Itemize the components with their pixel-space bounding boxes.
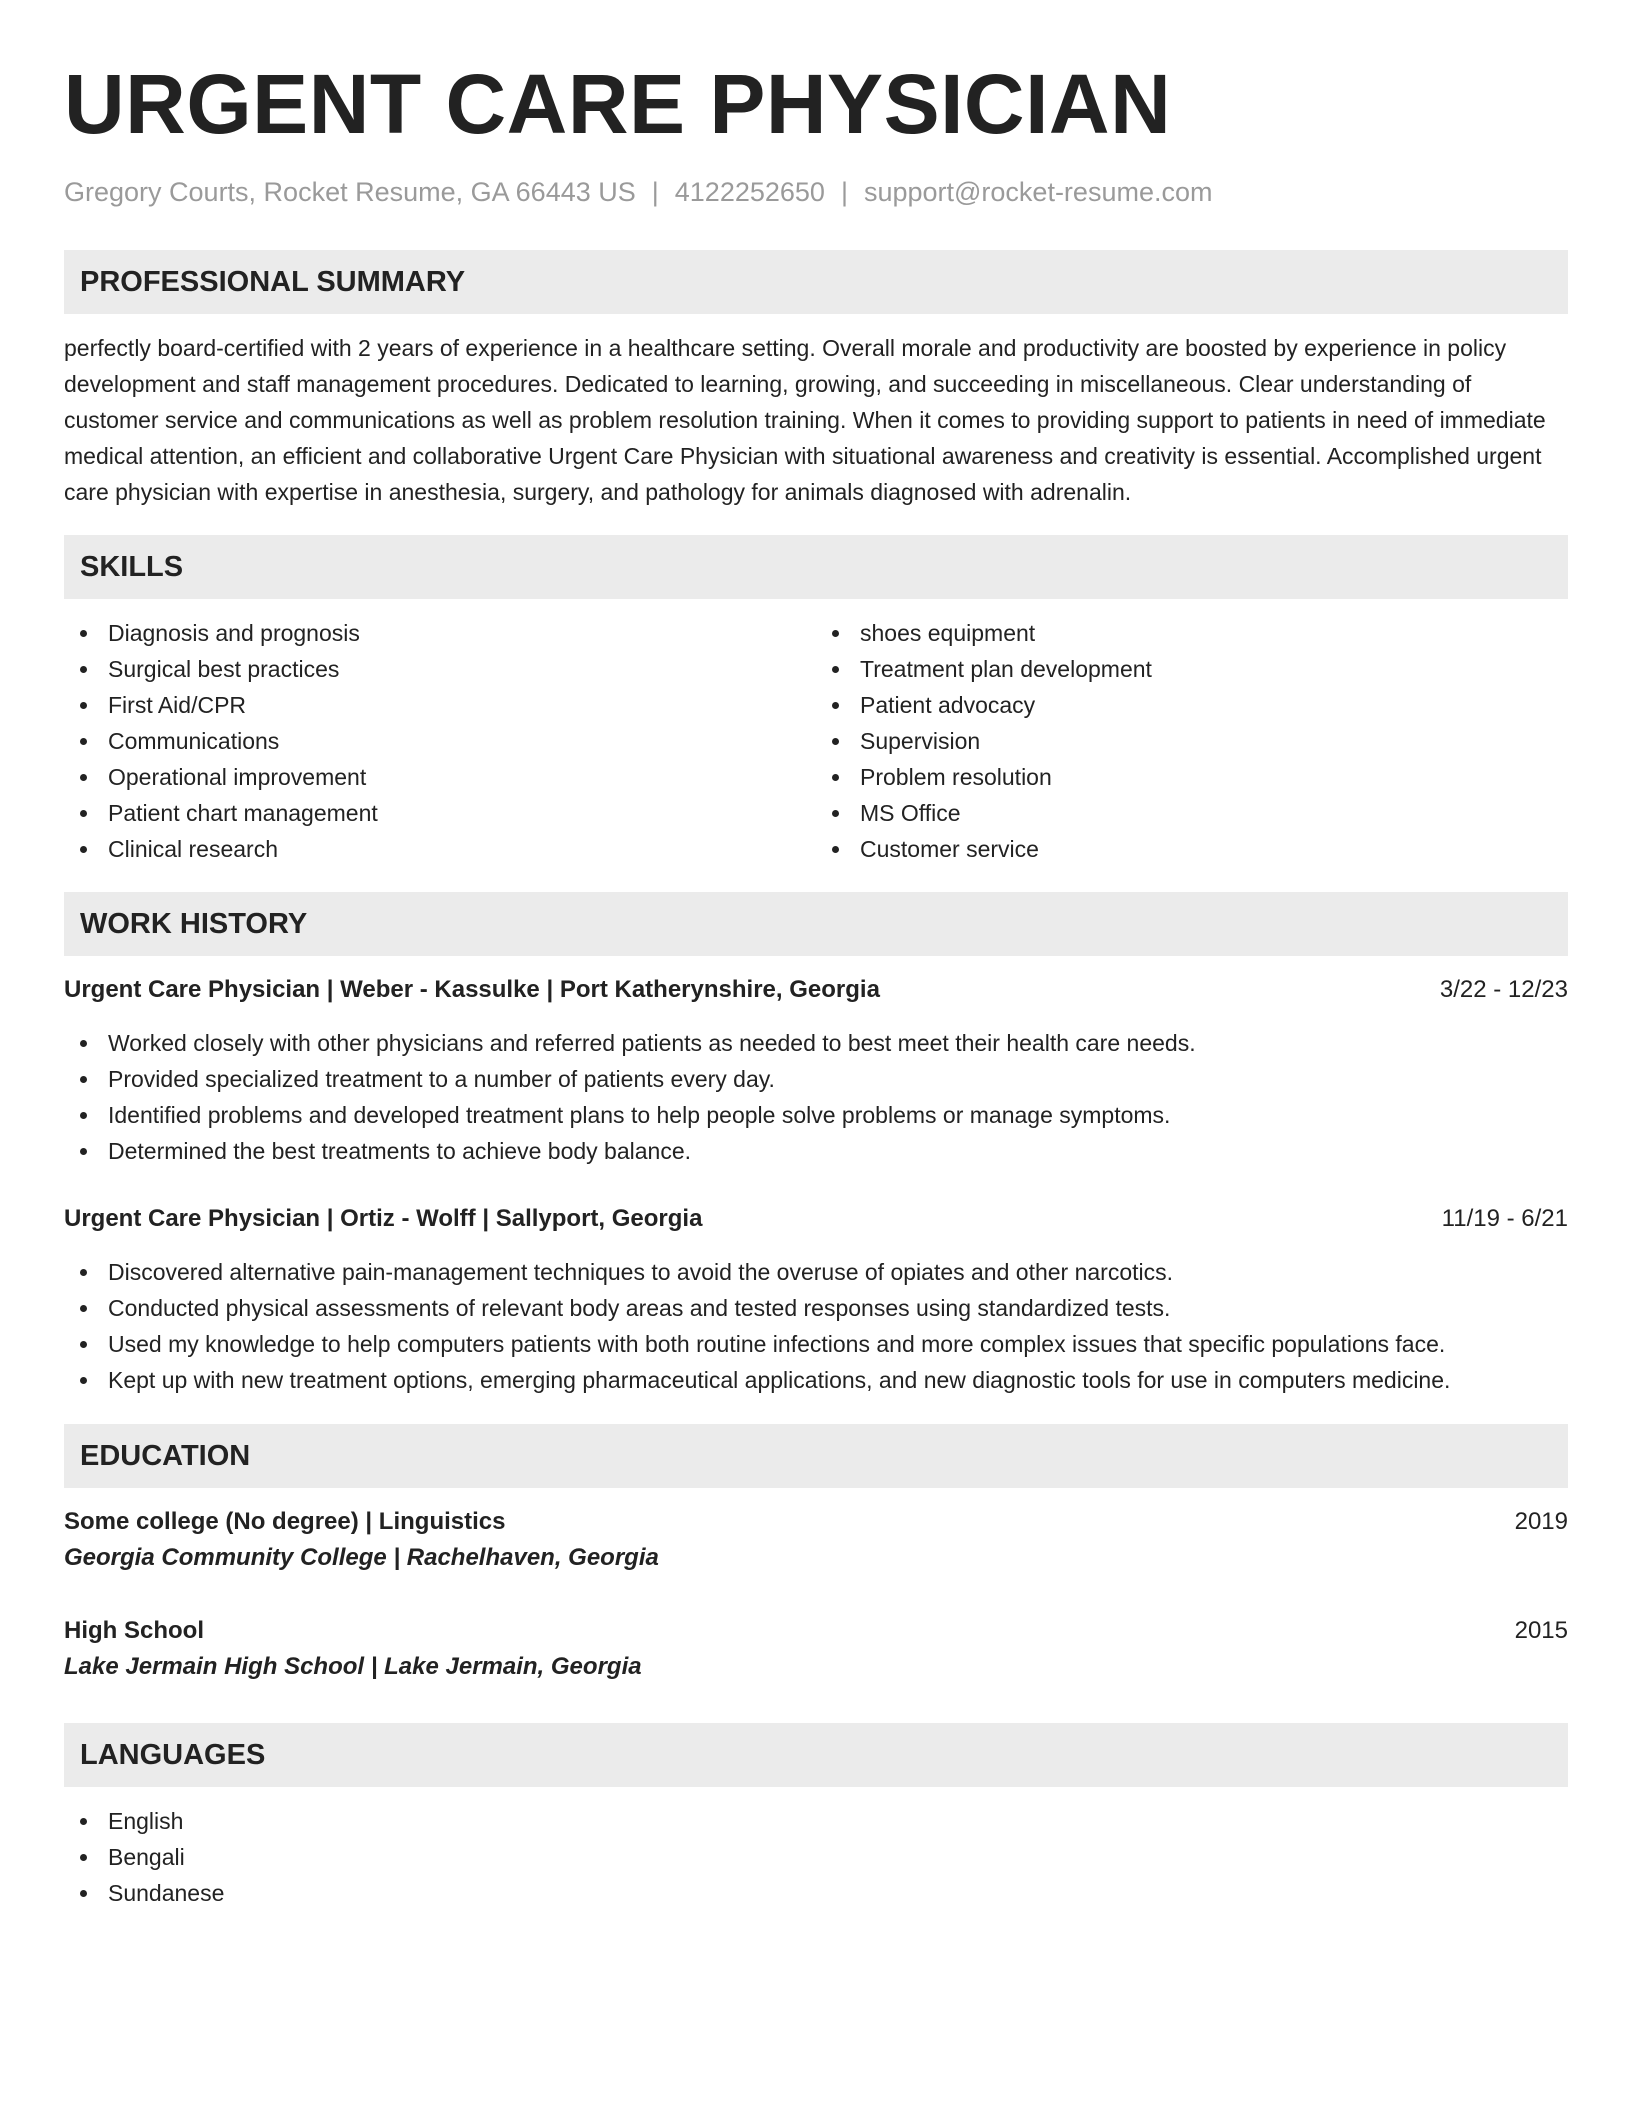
job-entry <box>64 972 1568 1169</box>
skill-item: Clinical research <box>64 831 816 867</box>
job-entry <box>64 1201 1568 1398</box>
contact-address: Gregory Courts, Rocket Resume, GA 66443 US <box>64 177 636 207</box>
job-bullet: Provided specialized treatment to a number of patients every day. <box>64 1061 1568 1097</box>
skill-item: Operational improvement <box>64 759 816 795</box>
education-header <box>64 1504 1568 1540</box>
contact-separator: | <box>840 177 848 207</box>
job-bullet: Worked closely with other physicians and referred patients as needed to best meet their health care needs. <box>64 1025 1568 1061</box>
language-item: English <box>64 1803 1568 1839</box>
contact-email: support@rocket-resume.com <box>863 177 1213 207</box>
job-header <box>64 1201 1568 1237</box>
skill-item: MS Office <box>816 795 1568 831</box>
language-item: Bengali <box>64 1839 1568 1875</box>
resume-name: URGENT CARE PHYSICIAN <box>64 57 1172 151</box>
education-entry <box>64 1613 1568 1685</box>
section-heading-education: EDUCATION <box>64 1424 1568 1488</box>
job-bullet: Discovered alternative pain-management techniques to avoid the overuse of opiates and other narcotics. <box>64 1254 1568 1290</box>
skill-item: Patient advocacy <box>816 687 1568 723</box>
contact-line <box>64 174 1568 210</box>
job-dates: 3/22 - 12/23 <box>1439 976 1568 1003</box>
skill-item: Treatment plan development <box>816 651 1568 687</box>
job-bullet: Used my knowledge to help computers patients with both routine infections and more complex issues that specific populations face. <box>64 1326 1568 1362</box>
skills-column-left <box>64 615 816 867</box>
skill-item: Customer service <box>816 831 1568 867</box>
skill-item: Surgical best practices <box>64 651 816 687</box>
education-degree: High School <box>64 1617 204 1644</box>
job-dates: 11/19 - 6/21 <box>1441 1205 1568 1232</box>
summary-text: perfectly board-certified with 2 years of experience in a healthcare setting. Overall morale and productivity are boosted by experience in policy development and staff management procedures. Dedicated to learning, growing, and succeeding in miscellaneous. Clear understanding of customer service and communications as well as problem resolution training. When it comes to providing support to patients in need of immediate medical attention, an efficient and collaborative Urgent Care Physician with situational awareness and creativity is essential. Accomplished urgent care physician with expertise in anesthesia, surgery, and pathology for animals diagnosed with adrenalin. <box>64 335 1546 505</box>
skill-item: Communications <box>64 723 816 759</box>
skill-item: First Aid/CPR <box>64 687 816 723</box>
section-heading-skills: SKILLS <box>64 535 1568 599</box>
skill-item: Supervision <box>816 723 1568 759</box>
job-bullet: Identified problems and developed treatment plans to help people solve problems or manage symptoms. <box>64 1097 1568 1133</box>
job-title: Urgent Care Physician | Weber - Kassulke | Port Katherynshire, Georgia <box>64 976 880 1003</box>
job-bullet: Conducted physical assessments of relevant body areas and tested responses using standardized tests. <box>64 1290 1568 1326</box>
education-entry <box>64 1504 1568 1576</box>
job-header <box>64 972 1568 1008</box>
education-year: 2019 <box>1514 1508 1568 1535</box>
contact-separator: | <box>651 177 659 207</box>
education-school: Lake Jermain High School | Lake Jermain, Georgia <box>64 1653 642 1680</box>
skill-item: Problem resolution <box>816 759 1568 795</box>
section-heading-work-history: WORK HISTORY <box>64 892 1568 956</box>
job-title: Urgent Care Physician | Ortiz - Wolff | Sallyport, Georgia <box>64 1205 703 1232</box>
language-item: Sundanese <box>64 1875 1568 1911</box>
languages-list <box>64 1803 1568 1911</box>
education-year: 2015 <box>1514 1617 1568 1644</box>
contact-phone: 4122252650 <box>674 177 825 207</box>
job-bullet: Determined the best treatments to achieve body balance. <box>64 1133 1568 1169</box>
section-heading-languages: LANGUAGES <box>64 1723 1568 1787</box>
job-bullet: Kept up with new treatment options, emerging pharmaceutical applications, and new diagnostic tools for use in computers medicine. <box>64 1362 1568 1398</box>
skill-item: Diagnosis and prognosis <box>64 615 816 651</box>
education-school: Georgia Community College | Rachelhaven, Georgia <box>64 1544 659 1571</box>
skill-item: shoes equipment <box>816 615 1568 651</box>
section-heading-summary: PROFESSIONAL SUMMARY <box>64 250 1568 314</box>
education-header <box>64 1613 1568 1649</box>
skills-column-right <box>816 615 1568 867</box>
skill-item: Patient chart management <box>64 795 816 831</box>
skills-grid <box>64 615 1568 867</box>
education-degree: Some college (No degree) | Linguistics <box>64 1508 506 1535</box>
